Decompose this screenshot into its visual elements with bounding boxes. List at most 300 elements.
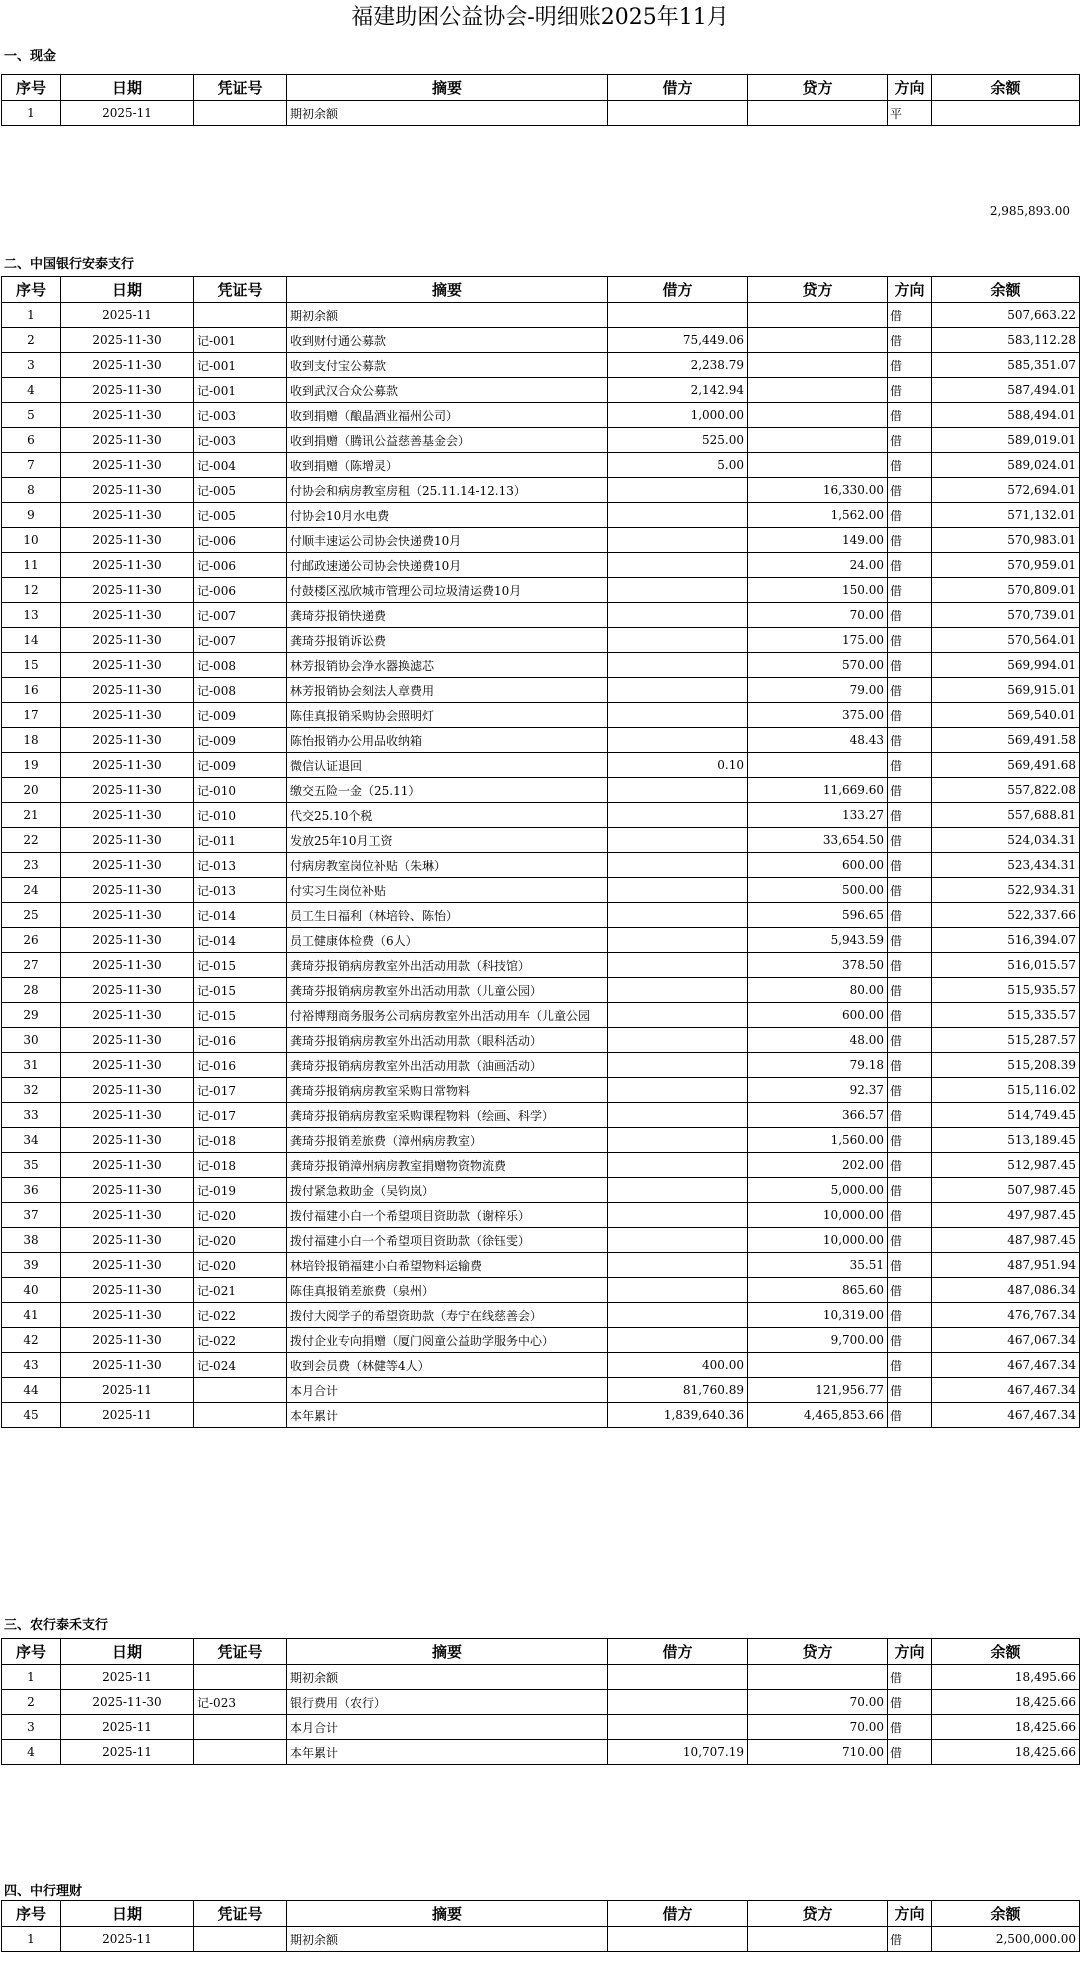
cell-debit xyxy=(608,101,748,126)
cell-date: 2025-11-30 xyxy=(61,928,194,953)
cell-balance: 487,987.45 xyxy=(932,1228,1080,1253)
cell-credit: 48.43 xyxy=(748,728,888,753)
cell-seq: 5 xyxy=(2,403,61,428)
header-seq: 序号 xyxy=(2,1901,61,1927)
cell-debit: 10,707.19 xyxy=(608,1740,748,1765)
cell-summary: 收到捐赠（腾讯公益慈善基金会） xyxy=(287,428,608,453)
cell-direction: 借 xyxy=(888,803,932,828)
cell-direction: 平 xyxy=(888,101,932,126)
cell-credit: 79.00 xyxy=(748,678,888,703)
cell-balance: 507,987.45 xyxy=(932,1178,1080,1203)
cell-summary: 付邮政速递公司协会快递费10月 xyxy=(287,553,608,578)
cell-date: 2025-11-30 xyxy=(61,903,194,928)
cell-credit: 5,000.00 xyxy=(748,1178,888,1203)
cell-credit xyxy=(748,353,888,378)
cell-debit xyxy=(608,778,748,803)
table-row xyxy=(2,528,1080,553)
cell-seq: 35 xyxy=(2,1153,61,1178)
cell-debit xyxy=(608,1690,748,1715)
cell-voucher xyxy=(194,303,287,328)
cell-seq: 16 xyxy=(2,678,61,703)
cell-summary: 龚琦芬报销病房教室外出活动用款（油画活动） xyxy=(287,1053,608,1078)
cell-balance: 569,491.68 xyxy=(932,753,1080,778)
cell-date: 2025-11-30 xyxy=(61,503,194,528)
table-header-row xyxy=(2,1639,1080,1665)
cell-date: 2025-11-30 xyxy=(61,553,194,578)
cell-date: 2025-11 xyxy=(61,1715,194,1740)
cell-voucher: 记-021 xyxy=(194,1278,287,1303)
cell-summary: 付协会10月水电费 xyxy=(287,503,608,528)
table-row xyxy=(2,1003,1080,1028)
cell-debit: 525.00 xyxy=(608,428,748,453)
cell-voucher: 记-022 xyxy=(194,1328,287,1353)
cell-summary: 龚琦芬报销诉讼费 xyxy=(287,628,608,653)
cell-voucher: 记-003 xyxy=(194,428,287,453)
table-row xyxy=(2,803,1080,828)
cell-balance: 467,467.34 xyxy=(932,1353,1080,1378)
header-debit: 借方 xyxy=(608,277,748,303)
cell-voucher: 记-001 xyxy=(194,378,287,403)
cell-credit xyxy=(748,303,888,328)
cell-balance: 18,425.66 xyxy=(932,1740,1080,1765)
cell-balance: 589,024.01 xyxy=(932,453,1080,478)
cell-voucher: 记-023 xyxy=(194,1690,287,1715)
cell-date: 2025-11 xyxy=(61,1740,194,1765)
cell-debit xyxy=(608,703,748,728)
cell-date: 2025-11-30 xyxy=(61,378,194,403)
cell-balance: 569,915.01 xyxy=(932,678,1080,703)
cell-credit: 366.57 xyxy=(748,1103,888,1128)
cell-date: 2025-11-30 xyxy=(61,753,194,778)
cell-date: 2025-11-30 xyxy=(61,953,194,978)
cell-balance: 2,500,000.00 xyxy=(932,1927,1080,1952)
cell-direction: 借 xyxy=(888,1403,932,1428)
cell-direction: 借 xyxy=(888,953,932,978)
cell-date: 2025-11-30 xyxy=(61,1003,194,1028)
cell-summary: 龚琦芬报销快递费 xyxy=(287,603,608,628)
cell-credit: 150.00 xyxy=(748,578,888,603)
cell-debit: 400.00 xyxy=(608,1353,748,1378)
cell-seq: 19 xyxy=(2,753,61,778)
table-row xyxy=(2,603,1080,628)
cell-direction: 借 xyxy=(888,1328,932,1353)
table-row xyxy=(2,428,1080,453)
cell-summary: 本月合计 xyxy=(287,1378,608,1403)
page-title: 福建助困公益协会-明细账2025年11月 xyxy=(351,5,729,30)
cell-direction: 借 xyxy=(888,428,932,453)
cell-balance xyxy=(932,101,1080,126)
cell-debit xyxy=(608,1103,748,1128)
cell-balance: 516,015.57 xyxy=(932,953,1080,978)
cell-voucher: 记-003 xyxy=(194,403,287,428)
cell-date: 2025-11-30 xyxy=(61,1078,194,1103)
table-row xyxy=(2,303,1080,328)
cell-direction: 借 xyxy=(888,1927,932,1952)
header-seq: 序号 xyxy=(2,277,61,303)
cell-debit xyxy=(608,1003,748,1028)
cell-credit: 378.50 xyxy=(748,953,888,978)
cell-balance: 522,934.31 xyxy=(932,878,1080,903)
cell-date: 2025-11-30 xyxy=(61,1690,194,1715)
table-row xyxy=(2,953,1080,978)
cell-summary: 龚琦芬报销病房教室外出活动用款（科技馆） xyxy=(287,953,608,978)
ledger-table-boc-antai xyxy=(1,276,1080,1428)
table-header-row xyxy=(2,1901,1080,1927)
cell-date: 2025-11-30 xyxy=(61,1053,194,1078)
header-balance: 余额 xyxy=(932,1639,1080,1665)
cell-seq: 29 xyxy=(2,1003,61,1028)
header-date: 日期 xyxy=(61,1901,194,1927)
cell-direction: 借 xyxy=(888,553,932,578)
cell-voucher: 记-017 xyxy=(194,1103,287,1128)
cell-debit: 81,760.89 xyxy=(608,1378,748,1403)
cell-debit xyxy=(608,1203,748,1228)
ledger-table-abc-taihe xyxy=(1,1638,1080,1765)
cell-debit xyxy=(608,1328,748,1353)
cell-balance: 569,540.01 xyxy=(932,703,1080,728)
cell-credit xyxy=(748,328,888,353)
cell-balance: 570,959.01 xyxy=(932,553,1080,578)
cell-summary: 缴交五险一金（25.11） xyxy=(287,778,608,803)
table-row xyxy=(2,403,1080,428)
cell-credit: 202.00 xyxy=(748,1153,888,1178)
cell-direction: 借 xyxy=(888,1378,932,1403)
cell-seq: 37 xyxy=(2,1203,61,1228)
cell-summary: 收到武汉合众公募款 xyxy=(287,378,608,403)
cell-summary: 龚琦芬报销漳州病房教室捐赠物资物流费 xyxy=(287,1153,608,1178)
cell-debit xyxy=(608,728,748,753)
cell-direction: 借 xyxy=(888,378,932,403)
cell-direction: 借 xyxy=(888,1353,932,1378)
cell-direction: 借 xyxy=(888,403,932,428)
cell-debit xyxy=(608,1278,748,1303)
cell-direction: 借 xyxy=(888,1053,932,1078)
cell-voucher: 记-001 xyxy=(194,328,287,353)
header-summary: 摘要 xyxy=(287,1901,608,1927)
table-row xyxy=(2,928,1080,953)
cell-credit: 35.51 xyxy=(748,1253,888,1278)
cell-summary: 龚琦芬报销病房教室采购日常物料 xyxy=(287,1078,608,1103)
cell-summary: 付实习生岗位补贴 xyxy=(287,878,608,903)
cell-summary: 收到会员费（林健等4人） xyxy=(287,1353,608,1378)
cell-summary: 陈佳真报销采购协会照明灯 xyxy=(287,703,608,728)
cell-direction: 借 xyxy=(888,503,932,528)
cell-credit: 133.27 xyxy=(748,803,888,828)
header-date: 日期 xyxy=(61,75,194,101)
cell-credit: 5,943.59 xyxy=(748,928,888,953)
header-summary: 摘要 xyxy=(287,277,608,303)
table-row xyxy=(2,378,1080,403)
cell-debit xyxy=(608,1715,748,1740)
table-row xyxy=(2,653,1080,678)
table-row xyxy=(2,553,1080,578)
table-row xyxy=(2,1028,1080,1053)
cell-voucher: 记-015 xyxy=(194,978,287,1003)
cell-voucher: 记-013 xyxy=(194,878,287,903)
cell-balance: 515,335.57 xyxy=(932,1003,1080,1028)
cell-voucher: 记-001 xyxy=(194,353,287,378)
table-row xyxy=(2,328,1080,353)
cell-seq: 27 xyxy=(2,953,61,978)
cell-date: 2025-11-30 xyxy=(61,853,194,878)
cell-date: 2025-11-30 xyxy=(61,1028,194,1053)
header-direction: 方向 xyxy=(888,277,932,303)
cell-balance: 570,809.01 xyxy=(932,578,1080,603)
cell-voucher: 记-010 xyxy=(194,778,287,803)
cell-credit: 1,560.00 xyxy=(748,1128,888,1153)
cell-seq: 34 xyxy=(2,1128,61,1153)
cell-seq: 9 xyxy=(2,503,61,528)
cell-voucher xyxy=(194,1740,287,1765)
cell-voucher: 记-011 xyxy=(194,828,287,853)
cell-direction: 借 xyxy=(888,653,932,678)
cell-summary: 拨付大阅学子的希望资助款（寿宁在线慈善会） xyxy=(287,1303,608,1328)
cell-credit: 80.00 xyxy=(748,978,888,1003)
cell-balance: 557,822.08 xyxy=(932,778,1080,803)
cell-balance: 587,494.01 xyxy=(932,378,1080,403)
cell-seq: 6 xyxy=(2,428,61,453)
cell-seq: 22 xyxy=(2,828,61,853)
cell-date: 2025-11-30 xyxy=(61,1103,194,1128)
cell-credit: 24.00 xyxy=(748,553,888,578)
cell-balance: 487,086.34 xyxy=(932,1278,1080,1303)
cell-seq: 10 xyxy=(2,528,61,553)
cell-direction: 借 xyxy=(888,1103,932,1128)
cell-debit xyxy=(608,1253,748,1278)
cell-date: 2025-11-30 xyxy=(61,1128,194,1153)
cell-direction: 借 xyxy=(888,1228,932,1253)
cell-direction: 借 xyxy=(888,828,932,853)
cell-seq: 1 xyxy=(2,1927,61,1952)
cell-debit xyxy=(608,653,748,678)
cell-summary: 期初余额 xyxy=(287,1927,608,1952)
cell-summary: 员工健康体检费（6人） xyxy=(287,928,608,953)
cell-direction: 借 xyxy=(888,453,932,478)
cell-date: 2025-11 xyxy=(61,1403,194,1428)
cell-voucher xyxy=(194,101,287,126)
cell-seq: 11 xyxy=(2,553,61,578)
header-direction: 方向 xyxy=(888,1639,932,1665)
table-row xyxy=(2,1303,1080,1328)
cell-credit xyxy=(748,1665,888,1690)
cell-credit: 600.00 xyxy=(748,853,888,878)
cell-summary: 陈佳真报销差旅费（泉州） xyxy=(287,1278,608,1303)
header-direction: 方向 xyxy=(888,75,932,101)
table-row xyxy=(2,1690,1080,1715)
cell-debit xyxy=(608,303,748,328)
cell-seq: 45 xyxy=(2,1403,61,1428)
table-row xyxy=(2,1078,1080,1103)
cell-summary: 付鼓楼区泓欣城市管理公司垃圾清运费10月 xyxy=(287,578,608,603)
cell-debit xyxy=(608,628,748,653)
cell-date: 2025-11-30 xyxy=(61,603,194,628)
cell-summary: 微信认证退回 xyxy=(287,753,608,778)
cell-seq: 1 xyxy=(2,303,61,328)
ledger-table-boc-wealth xyxy=(1,1900,1080,1952)
header-direction: 方向 xyxy=(888,1901,932,1927)
cell-credit: 92.37 xyxy=(748,1078,888,1103)
ledger-table-cash xyxy=(1,74,1080,126)
cell-summary: 收到捐赠（酿晶酒业福州公司） xyxy=(287,403,608,428)
cell-direction: 借 xyxy=(888,303,932,328)
table-row xyxy=(2,1740,1080,1765)
table-row xyxy=(2,903,1080,928)
cell-debit: 1,000.00 xyxy=(608,403,748,428)
table-row xyxy=(2,453,1080,478)
cell-date: 2025-11-30 xyxy=(61,1253,194,1278)
cell-seq: 3 xyxy=(2,353,61,378)
cell-direction: 借 xyxy=(888,728,932,753)
cell-voucher: 记-008 xyxy=(194,653,287,678)
cell-credit: 710.00 xyxy=(748,1740,888,1765)
cell-balance: 516,394.07 xyxy=(932,928,1080,953)
cell-date: 2025-11-30 xyxy=(61,578,194,603)
table-row xyxy=(2,828,1080,853)
cell-direction: 借 xyxy=(888,778,932,803)
cell-voucher: 记-006 xyxy=(194,578,287,603)
cell-seq: 4 xyxy=(2,378,61,403)
cell-credit xyxy=(748,428,888,453)
cell-seq: 7 xyxy=(2,453,61,478)
cell-seq: 31 xyxy=(2,1053,61,1078)
cell-debit xyxy=(608,503,748,528)
cell-voucher: 记-019 xyxy=(194,1178,287,1203)
cell-credit: 500.00 xyxy=(748,878,888,903)
cell-date: 2025-11-30 xyxy=(61,403,194,428)
cell-debit xyxy=(608,1178,748,1203)
cell-summary: 付病房教室岗位补贴（朱琳） xyxy=(287,853,608,878)
cell-date: 2025-11-30 xyxy=(61,1228,194,1253)
cell-direction: 借 xyxy=(888,353,932,378)
cell-voucher: 记-015 xyxy=(194,953,287,978)
cell-credit: 175.00 xyxy=(748,628,888,653)
cell-summary: 拨付企业专向捐赠（厦门阅童公益助学服务中心） xyxy=(287,1328,608,1353)
cell-credit: 865.60 xyxy=(748,1278,888,1303)
cell-direction: 借 xyxy=(888,1665,932,1690)
cell-voucher: 记-009 xyxy=(194,703,287,728)
cell-date: 2025-11-30 xyxy=(61,728,194,753)
header-debit: 借方 xyxy=(608,1639,748,1665)
header-date: 日期 xyxy=(61,277,194,303)
cell-credit: 600.00 xyxy=(748,1003,888,1028)
table-row xyxy=(2,1715,1080,1740)
cell-credit: 10,319.00 xyxy=(748,1303,888,1328)
cell-date: 2025-11-30 xyxy=(61,628,194,653)
cell-debit xyxy=(608,928,748,953)
cell-direction: 借 xyxy=(888,328,932,353)
cell-voucher: 记-018 xyxy=(194,1153,287,1178)
table-row xyxy=(2,853,1080,878)
cell-seq: 40 xyxy=(2,1278,61,1303)
cell-seq: 2 xyxy=(2,328,61,353)
cell-credit: 570.00 xyxy=(748,653,888,678)
cell-voucher: 记-008 xyxy=(194,678,287,703)
section-title-cash: 一、现金 xyxy=(4,49,57,64)
cell-debit xyxy=(608,553,748,578)
header-balance: 余额 xyxy=(932,1901,1080,1927)
cell-summary: 本年累计 xyxy=(287,1740,608,1765)
cell-summary: 付裕博翔商务服务公司病房教室外出活动用车（儿童公园 xyxy=(287,1003,608,1028)
header-date: 日期 xyxy=(61,1639,194,1665)
cell-debit xyxy=(608,1028,748,1053)
cell-credit: 70.00 xyxy=(748,1715,888,1740)
cell-date: 2025-11-30 xyxy=(61,653,194,678)
header-voucher: 凭证号 xyxy=(194,75,287,101)
cell-debit xyxy=(608,828,748,853)
cell-date: 2025-11-30 xyxy=(61,1328,194,1353)
cell-debit: 2,238.79 xyxy=(608,353,748,378)
cell-summary: 拨付福建小白一个希望项目资助款（徐钰雯） xyxy=(287,1228,608,1253)
cell-summary: 本月合计 xyxy=(287,1715,608,1740)
cell-direction: 借 xyxy=(888,578,932,603)
cell-balance: 18,425.66 xyxy=(932,1690,1080,1715)
cell-date: 2025-11 xyxy=(61,1927,194,1952)
cell-balance: 513,189.45 xyxy=(932,1128,1080,1153)
cell-seq: 15 xyxy=(2,653,61,678)
cell-date: 2025-11-30 xyxy=(61,978,194,1003)
table-row xyxy=(2,1378,1080,1403)
cell-balance: 515,287.57 xyxy=(932,1028,1080,1053)
table-header-row xyxy=(2,75,1080,101)
table-row xyxy=(2,1203,1080,1228)
cell-balance: 589,019.01 xyxy=(932,428,1080,453)
header-credit: 贷方 xyxy=(748,277,888,303)
cell-balance: 507,663.22 xyxy=(932,303,1080,328)
cell-seq: 43 xyxy=(2,1353,61,1378)
cell-voucher: 记-009 xyxy=(194,728,287,753)
cell-date: 2025-11-30 xyxy=(61,453,194,478)
cell-voucher: 记-005 xyxy=(194,478,287,503)
cell-voucher: 记-013 xyxy=(194,853,287,878)
cell-credit: 1,562.00 xyxy=(748,503,888,528)
header-credit: 贷方 xyxy=(748,75,888,101)
cell-balance: 487,951.94 xyxy=(932,1253,1080,1278)
header-debit: 借方 xyxy=(608,1901,748,1927)
cell-credit: 70.00 xyxy=(748,1690,888,1715)
cell-summary: 期初余额 xyxy=(287,1665,608,1690)
cell-direction: 借 xyxy=(888,528,932,553)
cell-date: 2025-11-30 xyxy=(61,528,194,553)
table-row xyxy=(2,1403,1080,1428)
cell-voucher: 记-006 xyxy=(194,553,287,578)
cell-direction: 借 xyxy=(888,603,932,628)
cell-seq: 4 xyxy=(2,1740,61,1765)
cell-direction: 借 xyxy=(888,928,932,953)
cell-date: 2025-11-30 xyxy=(61,1303,194,1328)
table-row xyxy=(2,1353,1080,1378)
cell-debit: 1,839,640.36 xyxy=(608,1403,748,1428)
header-credit: 贷方 xyxy=(748,1901,888,1927)
cell-debit xyxy=(608,603,748,628)
cell-voucher: 记-014 xyxy=(194,928,287,953)
cell-summary: 龚琦芬报销病房教室外出活动用款（眼科活动） xyxy=(287,1028,608,1053)
cell-seq: 33 xyxy=(2,1103,61,1128)
cell-seq: 20 xyxy=(2,778,61,803)
cell-balance: 570,983.01 xyxy=(932,528,1080,553)
cell-seq: 32 xyxy=(2,1078,61,1103)
cell-date: 2025-11-30 xyxy=(61,1178,194,1203)
cell-date: 2025-11 xyxy=(61,1665,194,1690)
cell-seq: 13 xyxy=(2,603,61,628)
cell-seq: 30 xyxy=(2,1028,61,1053)
cell-seq: 36 xyxy=(2,1178,61,1203)
table-row xyxy=(2,678,1080,703)
cell-seq: 17 xyxy=(2,703,61,728)
cell-direction: 借 xyxy=(888,628,932,653)
cell-date: 2025-11-30 xyxy=(61,1203,194,1228)
cell-balance: 571,132.01 xyxy=(932,503,1080,528)
cell-credit: 16,330.00 xyxy=(748,478,888,503)
